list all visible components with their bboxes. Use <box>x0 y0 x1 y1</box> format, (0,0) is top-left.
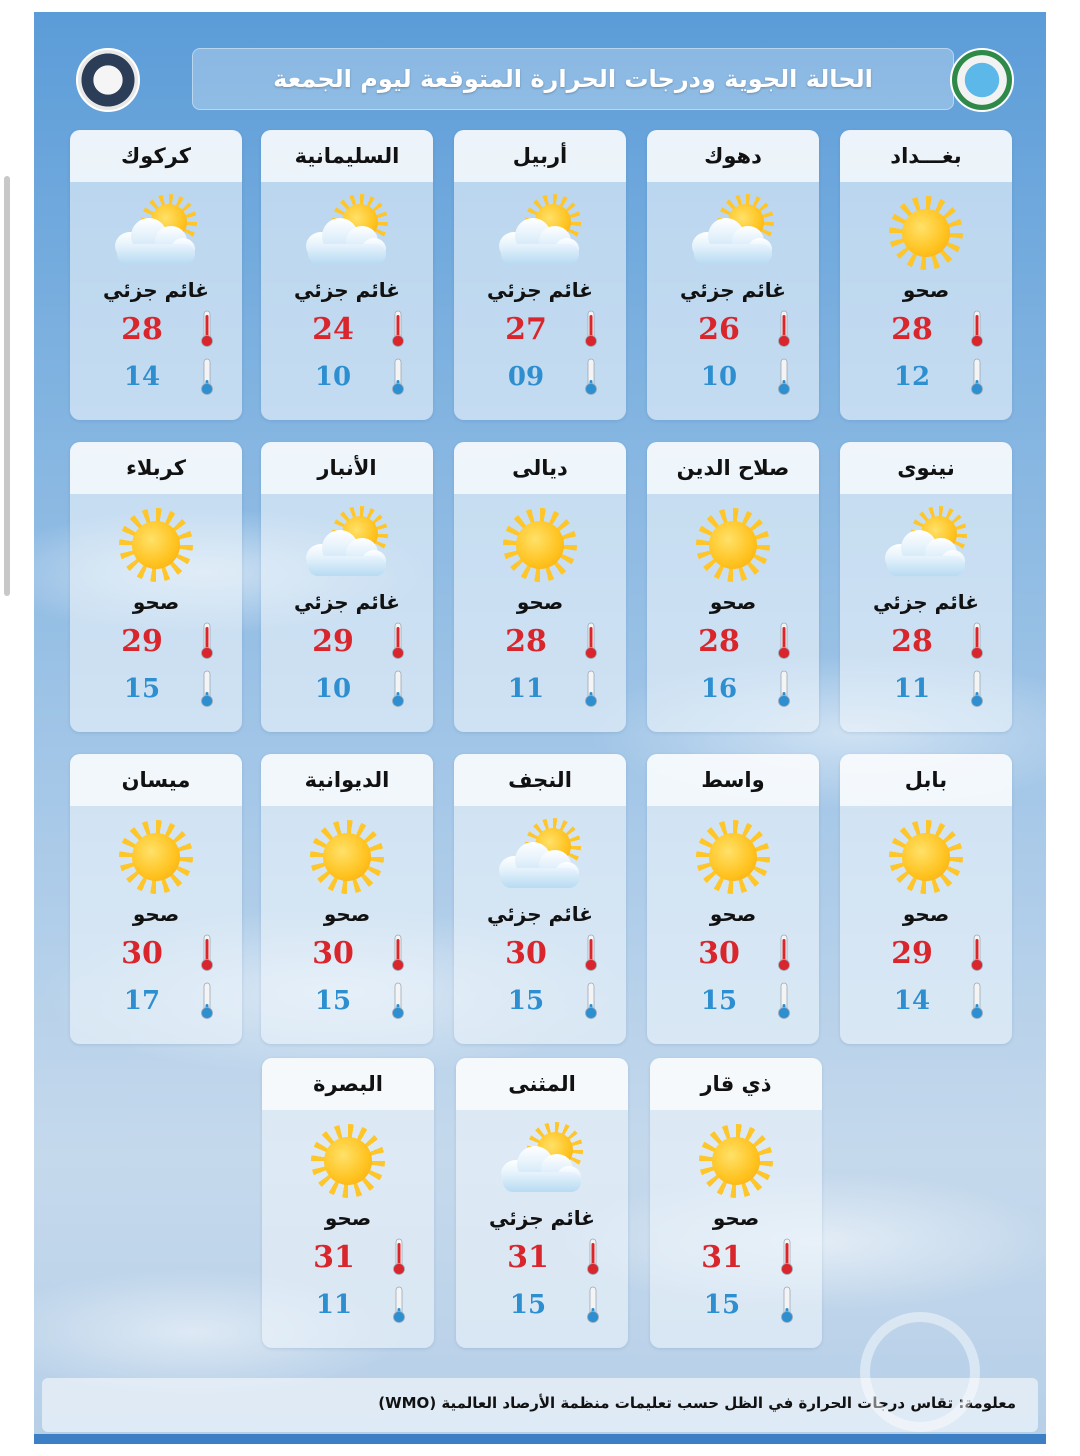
weather-condition: صحو <box>516 590 564 614</box>
thermometer-cold-icon <box>777 670 791 708</box>
max-temp-row <box>650 1234 822 1282</box>
min-temp-value: 14 <box>123 362 161 392</box>
city-name: كربلاء <box>126 456 186 480</box>
weather-condition: غائم جزئي <box>873 590 979 614</box>
thermometer-hot-icon <box>584 310 598 348</box>
thermometer-cold-icon <box>970 358 984 396</box>
city-name: بابل <box>904 768 948 792</box>
weather-condition: صحو <box>323 902 371 926</box>
weather-icon-wrap <box>881 818 971 896</box>
max-temp-row <box>70 306 242 354</box>
thermometer-cold-icon <box>970 670 984 708</box>
thermometer-hot-icon <box>584 934 598 972</box>
city-card <box>650 1058 822 1348</box>
partly-cloudy-icon <box>111 194 201 272</box>
thermometer-cold-icon <box>200 670 214 708</box>
weather-condition: غائم جزئي <box>487 902 593 926</box>
min-temp-value: 15 <box>507 986 545 1016</box>
thermometer-hot-icon <box>780 1238 794 1276</box>
city-card <box>70 130 242 420</box>
min-temp-value: 14 <box>893 986 931 1016</box>
weather-icon-wrap <box>691 1122 781 1200</box>
thermometer-cold-icon <box>970 982 984 1020</box>
city-card <box>454 442 626 732</box>
min-temp-row <box>647 666 819 714</box>
city-card <box>454 130 626 420</box>
min-temp-row <box>261 978 433 1026</box>
min-temp-value: 16 <box>700 674 738 704</box>
max-temp-row <box>647 618 819 666</box>
max-temp-row <box>70 618 242 666</box>
city-card-header <box>647 754 819 806</box>
weather-condition: غائم جزئي <box>294 590 400 614</box>
thermometer-cold-icon <box>584 358 598 396</box>
min-temp-value: 10 <box>314 362 352 392</box>
city-name: البصرة <box>313 1072 383 1096</box>
thermometer-hot-icon <box>586 1238 600 1276</box>
page-scrollbar[interactable] <box>4 176 10 596</box>
weather-condition: غائم جزئي <box>103 278 209 302</box>
max-temp-value: 30 <box>698 936 740 971</box>
city-card-header <box>261 130 433 182</box>
min-temp-value: 15 <box>703 1290 741 1320</box>
city-card <box>454 754 626 1044</box>
max-temp-value: 30 <box>121 936 163 971</box>
city-card <box>647 130 819 420</box>
min-temp-row <box>70 354 242 402</box>
weather-condition: صحو <box>712 1206 760 1230</box>
city-card <box>840 754 1012 1044</box>
city-card-header <box>647 130 819 182</box>
weather-icon-wrap <box>111 194 201 272</box>
max-temp-value: 30 <box>505 936 547 971</box>
city-card <box>70 754 242 1044</box>
weather-icon-wrap <box>497 1122 587 1200</box>
city-card <box>262 1058 434 1348</box>
weather-icon-wrap <box>302 194 392 272</box>
min-temp-row <box>456 1282 628 1330</box>
thermometer-hot-icon <box>970 310 984 348</box>
max-temp-value: 30 <box>312 936 354 971</box>
weather-icon-wrap <box>302 506 392 584</box>
min-temp-value: 15 <box>314 986 352 1016</box>
weather-icon-wrap <box>111 506 201 584</box>
min-temp-row <box>454 354 626 402</box>
max-temp-row <box>454 306 626 354</box>
thermometer-cold-icon <box>584 982 598 1020</box>
thermometer-hot-icon <box>970 934 984 972</box>
partly-cloudy-icon <box>495 194 585 272</box>
city-card <box>261 130 433 420</box>
min-temp-value: 17 <box>123 986 161 1016</box>
max-temp-row <box>261 930 433 978</box>
thermometer-hot-icon <box>777 310 791 348</box>
city-name: المثنى <box>508 1072 576 1096</box>
max-temp-row <box>262 1234 434 1282</box>
weather-icon-wrap <box>881 194 971 272</box>
min-temp-value: 12 <box>893 362 931 392</box>
min-temp-row <box>261 354 433 402</box>
weather-icon-wrap <box>688 506 778 584</box>
min-temp-row <box>70 666 242 714</box>
sun-icon <box>302 818 392 896</box>
min-temp-value: 10 <box>314 674 352 704</box>
min-temp-value: 11 <box>315 1290 353 1320</box>
max-temp-value: 28 <box>891 624 933 659</box>
thermometer-hot-icon <box>584 622 598 660</box>
max-temp-value: 29 <box>121 624 163 659</box>
min-temp-row <box>647 978 819 1026</box>
city-name: صلاح الدين <box>676 456 790 480</box>
city-card-header <box>840 130 1012 182</box>
footer-note: معلومة: تقاس درجات الحرارة في الظل حسب تعليمات منظمة الأرصاد العالمية (WMO) <box>378 1394 1016 1412</box>
city-name: دهوك <box>704 144 762 168</box>
max-temp-row <box>454 930 626 978</box>
page-title: الحالة الجوية ودرجات الحرارة المتوقعة ليوم الجمعة <box>273 65 873 93</box>
weather-poster <box>34 12 1046 1444</box>
city-name: كركوك <box>121 144 191 168</box>
thermometer-hot-icon <box>200 934 214 972</box>
thermometer-cold-icon <box>391 358 405 396</box>
max-temp-row <box>840 618 1012 666</box>
thermometer-cold-icon <box>780 1286 794 1324</box>
sun-icon <box>688 818 778 896</box>
city-card-header <box>840 754 1012 806</box>
sun-icon <box>303 1122 393 1200</box>
max-temp-value: 31 <box>313 1240 355 1275</box>
weather-icon-wrap <box>495 818 585 896</box>
partly-cloudy-icon <box>302 506 392 584</box>
city-name: ذي قار <box>700 1072 772 1096</box>
weather-icon-wrap <box>495 194 585 272</box>
city-card-header <box>261 442 433 494</box>
meteorology-logo-icon <box>76 48 140 112</box>
max-temp-row <box>840 306 1012 354</box>
partly-cloudy-icon <box>495 818 585 896</box>
thermometer-cold-icon <box>584 670 598 708</box>
weather-condition: غائم جزئي <box>680 278 786 302</box>
city-name: ميسان <box>121 768 191 792</box>
partly-cloudy-icon <box>302 194 392 272</box>
city-name: واسط <box>701 768 765 792</box>
sun-icon <box>691 1122 781 1200</box>
city-card-header <box>454 754 626 806</box>
sun-icon <box>881 194 971 272</box>
weather-condition: صحو <box>324 1206 372 1230</box>
city-card <box>456 1058 628 1348</box>
min-temp-row <box>70 978 242 1026</box>
city-card <box>70 442 242 732</box>
weather-condition: صحو <box>132 902 180 926</box>
weather-icon-wrap <box>688 194 778 272</box>
thermometer-hot-icon <box>200 310 214 348</box>
city-card <box>647 442 819 732</box>
min-temp-value: 11 <box>893 674 931 704</box>
max-temp-row <box>70 930 242 978</box>
city-name: أربيل <box>512 144 568 168</box>
thermometer-hot-icon <box>391 310 405 348</box>
thermometer-cold-icon <box>777 982 791 1020</box>
city-card-header <box>454 442 626 494</box>
partly-cloudy-icon <box>881 506 971 584</box>
min-temp-value: 15 <box>123 674 161 704</box>
min-temp-row <box>454 666 626 714</box>
city-name: ديالى <box>512 456 568 480</box>
max-temp-row <box>261 618 433 666</box>
min-temp-row <box>840 666 1012 714</box>
city-card-header <box>454 130 626 182</box>
city-name: نينوى <box>897 456 955 480</box>
city-card-header <box>70 754 242 806</box>
thermometer-cold-icon <box>391 670 405 708</box>
weather-icon-wrap <box>111 818 201 896</box>
max-temp-value: 28 <box>505 624 547 659</box>
sun-icon <box>688 506 778 584</box>
thermometer-hot-icon <box>777 934 791 972</box>
weather-icon-wrap <box>302 818 392 896</box>
thermometer-cold-icon <box>777 358 791 396</box>
city-name: بغـــداد <box>890 144 962 168</box>
thermometer-hot-icon <box>391 934 405 972</box>
thermometer-hot-icon <box>392 1238 406 1276</box>
weather-condition: صحو <box>709 590 757 614</box>
city-card <box>261 442 433 732</box>
weather-condition: صحو <box>709 902 757 926</box>
sun-icon <box>111 506 201 584</box>
max-temp-value: 29 <box>312 624 354 659</box>
weather-condition: غائم جزئي <box>294 278 400 302</box>
thermometer-cold-icon <box>392 1286 406 1324</box>
city-card <box>840 130 1012 420</box>
max-temp-row <box>261 306 433 354</box>
min-temp-value: 11 <box>507 674 545 704</box>
thermometer-hot-icon <box>777 622 791 660</box>
city-card-header <box>261 754 433 806</box>
city-name: السليمانية <box>294 144 400 168</box>
weather-icon-wrap <box>688 818 778 896</box>
min-temp-value: 10 <box>700 362 738 392</box>
max-temp-value: 26 <box>698 312 740 347</box>
max-temp-value: 31 <box>507 1240 549 1275</box>
header-bar <box>192 48 954 110</box>
max-temp-value: 28 <box>121 312 163 347</box>
max-temp-value: 31 <box>701 1240 743 1275</box>
city-card-header <box>840 442 1012 494</box>
thermometer-hot-icon <box>391 622 405 660</box>
thermometer-cold-icon <box>586 1286 600 1324</box>
min-temp-row <box>840 354 1012 402</box>
thermometer-hot-icon <box>970 622 984 660</box>
weather-condition: صحو <box>902 278 950 302</box>
city-card <box>647 754 819 1044</box>
min-temp-row <box>261 666 433 714</box>
bottom-stripe <box>34 1434 1046 1444</box>
city-card-header <box>650 1058 822 1110</box>
min-temp-row <box>650 1282 822 1330</box>
watermark-icon <box>860 1312 980 1432</box>
weather-icon-wrap <box>303 1122 393 1200</box>
max-temp-row <box>840 930 1012 978</box>
city-card-header <box>70 130 242 182</box>
weather-condition: غائم جزئي <box>487 278 593 302</box>
weather-condition: غائم جزئي <box>489 1206 595 1230</box>
sun-icon <box>495 506 585 584</box>
city-name: النجف <box>508 768 572 792</box>
weather-icon-wrap <box>881 506 971 584</box>
city-card-header <box>262 1058 434 1110</box>
partly-cloudy-icon <box>497 1122 587 1200</box>
min-temp-value: 09 <box>507 362 545 392</box>
max-temp-value: 24 <box>312 312 354 347</box>
max-temp-value: 28 <box>698 624 740 659</box>
max-temp-value: 29 <box>891 936 933 971</box>
city-card-header <box>456 1058 628 1110</box>
sun-icon <box>111 818 201 896</box>
city-name: الأنبار <box>317 456 377 480</box>
min-temp-row <box>840 978 1012 1026</box>
max-temp-row <box>456 1234 628 1282</box>
sun-icon <box>881 818 971 896</box>
partly-cloudy-icon <box>688 194 778 272</box>
max-temp-row <box>647 930 819 978</box>
thermometer-hot-icon <box>200 622 214 660</box>
min-temp-value: 15 <box>700 986 738 1016</box>
min-temp-row <box>647 354 819 402</box>
weather-icon-wrap <box>495 506 585 584</box>
city-card-header <box>70 442 242 494</box>
max-temp-row <box>647 306 819 354</box>
weather-condition: صحو <box>902 902 950 926</box>
thermometer-cold-icon <box>200 358 214 396</box>
city-name: الديوانية <box>304 768 390 792</box>
max-temp-value: 28 <box>891 312 933 347</box>
min-temp-value: 15 <box>509 1290 547 1320</box>
thermometer-cold-icon <box>200 982 214 1020</box>
min-temp-row <box>262 1282 434 1330</box>
city-card <box>840 442 1012 732</box>
min-temp-row <box>454 978 626 1026</box>
ministry-logo-icon <box>950 48 1014 112</box>
weather-condition: صحو <box>132 590 180 614</box>
city-card-header <box>647 442 819 494</box>
max-temp-row <box>454 618 626 666</box>
thermometer-cold-icon <box>391 982 405 1020</box>
max-temp-value: 27 <box>505 312 547 347</box>
city-card <box>261 754 433 1044</box>
